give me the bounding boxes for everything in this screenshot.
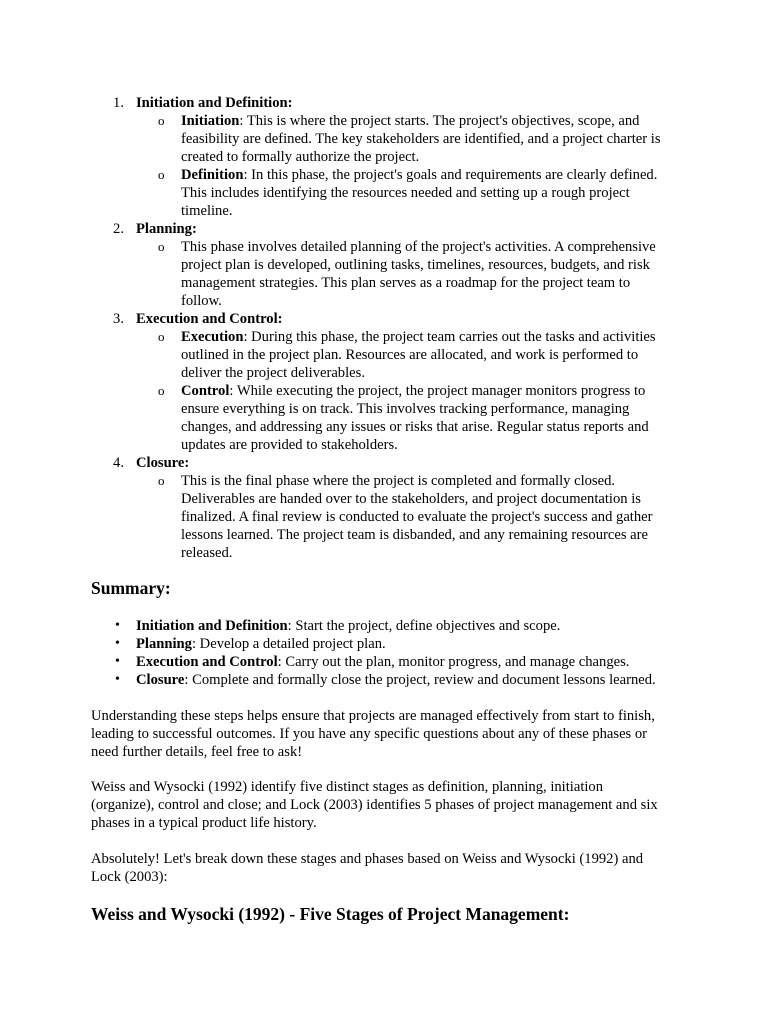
list-item-line: lessons learned. The project team is disbanded, and any remaining resources are	[181, 527, 648, 543]
paragraph-line: Absolutely! Let's break down these stages and phases based on Weiss and Wysocki (1992) and	[91, 851, 644, 867]
paragraph-line: leading to successful outcomes. If you have any specific questions about any of these phases or	[91, 726, 648, 742]
list-item-line: Deliverables are handed over to the stakeholders, and project documentation is	[181, 491, 641, 507]
phase-title: Planning:	[136, 221, 197, 237]
list-item-line: timeline.	[181, 203, 233, 219]
list-item-line: released.	[181, 545, 233, 561]
list-item-line: This phase involves detailed planning of the project's activities. A comprehensive	[181, 239, 656, 255]
item-term: Execution and Control	[136, 654, 278, 670]
item-term: Planning	[136, 636, 192, 652]
list-number: 4.	[113, 455, 124, 471]
phase-title: Closure:	[136, 455, 190, 471]
list-item-line: ensure everything is on track. This involves tracking performance, managing	[181, 401, 630, 417]
list-item-line: finalized. A final review is conducted to evaluate the project's success and gather	[181, 509, 653, 525]
item-term: Control	[181, 383, 230, 399]
list-item-line: outlined in the project plan. Resources are allocated, and work is performed to	[181, 347, 639, 363]
sub-bullet-marker: o	[158, 113, 165, 128]
bullet-marker: •	[115, 636, 120, 651]
list-number: 2.	[113, 221, 124, 237]
sub-bullet-marker: o	[158, 239, 165, 254]
list-item-line: This is the final phase where the project is completed and formally closed.	[181, 473, 616, 489]
list-item-line: changes, and addressing any issues or risks that arise. Regular status reports and	[181, 419, 649, 435]
bullet-marker: •	[115, 672, 120, 687]
list-item-line: Initiation: This is where the project starts. The project's objectives, scope, and	[181, 113, 640, 129]
list-item-line: This includes identifying the resources needed and setting up a rough project	[181, 185, 630, 201]
list-item-line: project plan is developed, outlining tasks, timelines, resources, budgets, and risk	[181, 257, 650, 273]
item-term: Initiation and Definition	[136, 618, 288, 634]
sub-bullet-marker: o	[158, 329, 165, 344]
paragraph-line: Lock (2003):	[91, 869, 168, 885]
item-term: Initiation	[181, 113, 240, 129]
list-item-line: follow.	[181, 293, 222, 309]
item-term: Execution	[181, 329, 244, 345]
list-item-line: updates are provided to stakeholders.	[181, 437, 398, 453]
paragraph-line: (organize), control and close; and Lock (2003) identifies 5 phases of project management and six	[91, 797, 658, 813]
summary-item: Execution and Control: Carry out the plan, monitor progress, and manage changes.	[136, 654, 630, 670]
list-number: 1.	[113, 95, 124, 111]
list-number: 3.	[113, 311, 124, 327]
list-item-line: feasibility are defined. The key stakeholders are identified, and a project charter is	[181, 131, 661, 147]
paragraph-line: need further details, feel free to ask!	[91, 744, 303, 760]
list-item-line: created to formally authorize the project.	[181, 149, 420, 165]
summary-item: Initiation and Definition: Start the project, define objectives and scope.	[136, 618, 561, 634]
list-item-line: management strategies. This plan serves as a roadmap for the project team to	[181, 275, 631, 291]
list-item-line: deliver the project deliverables.	[181, 365, 365, 381]
sub-bullet-marker: o	[158, 473, 165, 488]
list-item-line: Execution: During this phase, the project team carries out the tasks and activities	[181, 329, 656, 345]
summary-item: Planning: Develop a detailed project plan.	[136, 636, 386, 652]
bullet-marker: •	[115, 654, 120, 669]
summary-heading: Summary:	[91, 578, 171, 598]
list-item-line: Definition: In this phase, the project's goals and requirements are clearly defined.	[181, 167, 658, 183]
phase-title: Execution and Control:	[136, 311, 283, 327]
item-term: Closure	[136, 672, 185, 688]
paragraph-line: Weiss and Wysocki (1992) identify five distinct stages as definition, planning, initiation	[91, 779, 604, 795]
list-item-line: Control: While executing the project, the project manager monitors progress to	[181, 383, 646, 399]
phase-title: Initiation and Definition:	[136, 95, 293, 111]
paragraph-line: phases in a typical product life history.	[91, 815, 317, 831]
paragraph-line: Understanding these steps helps ensure that projects are managed effectively from start to finish,	[91, 708, 655, 724]
bullet-marker: •	[115, 618, 120, 633]
summary-item: Closure: Complete and formally close the project, review and document lessons learned.	[136, 672, 656, 688]
sub-bullet-marker: o	[158, 167, 165, 182]
section-heading: Weiss and Wysocki (1992) - Five Stages of Project Management:	[91, 904, 570, 924]
sub-bullet-marker: o	[158, 383, 165, 398]
item-term: Definition	[181, 167, 244, 183]
